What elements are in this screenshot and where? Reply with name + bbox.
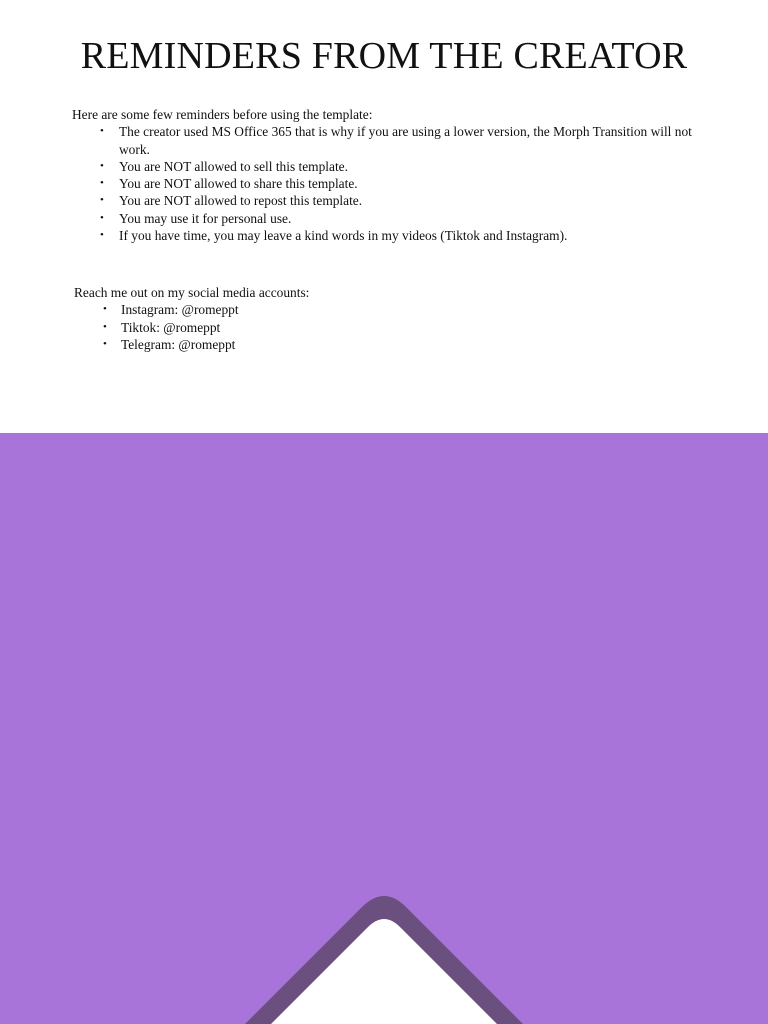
bullet-icon: • bbox=[100, 211, 104, 224]
bullet-icon: • bbox=[100, 194, 104, 207]
reminder-text: You are NOT allowed to sell this template. bbox=[119, 158, 348, 174]
list-item bbox=[72, 158, 712, 175]
reminders-intro: Here are some few reminders before using the template: bbox=[72, 107, 373, 122]
bullet-icon: • bbox=[103, 337, 107, 350]
page-title: REMINDERS FROM THE CREATOR bbox=[80, 35, 688, 77]
reminder-text: You are NOT allowed to repost this template. bbox=[119, 193, 363, 209]
social-section bbox=[74, 284, 474, 353]
peak-shape-icon bbox=[0, 433, 768, 1024]
list-item bbox=[74, 301, 474, 318]
slide-content bbox=[0, 0, 768, 433]
reminder-text: The creator used MS Office 365 that is why if you are using a lower version, the Morph Transition will not work. bbox=[119, 124, 692, 157]
social-telegram: Telegram: @romeppt bbox=[121, 336, 236, 352]
bullet-icon: • bbox=[103, 303, 107, 316]
reminders-section bbox=[72, 106, 712, 244]
reminders-list bbox=[72, 123, 712, 244]
reminder-text: You may use it for personal use. bbox=[119, 210, 292, 226]
social-intro: Reach me out on my social media accounts: bbox=[74, 285, 310, 300]
social-instagram: Instagram: @romeppt bbox=[121, 302, 239, 318]
list-item bbox=[74, 336, 474, 353]
next-slide-panel bbox=[0, 433, 768, 1024]
list-item bbox=[72, 227, 712, 244]
list-item bbox=[72, 175, 712, 192]
bullet-icon: • bbox=[100, 159, 104, 172]
list-item bbox=[72, 123, 712, 158]
list-item bbox=[72, 210, 712, 227]
bullet-icon: • bbox=[100, 125, 104, 138]
social-list bbox=[74, 301, 474, 353]
reminder-text: If you have time, you may leave a kind words in my videos (Tiktok and Instagram). bbox=[119, 228, 568, 244]
bullet-icon: • bbox=[103, 320, 107, 333]
list-item bbox=[74, 319, 474, 336]
bullet-icon: • bbox=[100, 177, 104, 190]
reminder-text: You are NOT allowed to share this template. bbox=[119, 176, 358, 192]
list-item bbox=[72, 192, 712, 209]
social-tiktok: Tiktok: @romeppt bbox=[121, 319, 221, 335]
bullet-icon: • bbox=[100, 229, 104, 242]
